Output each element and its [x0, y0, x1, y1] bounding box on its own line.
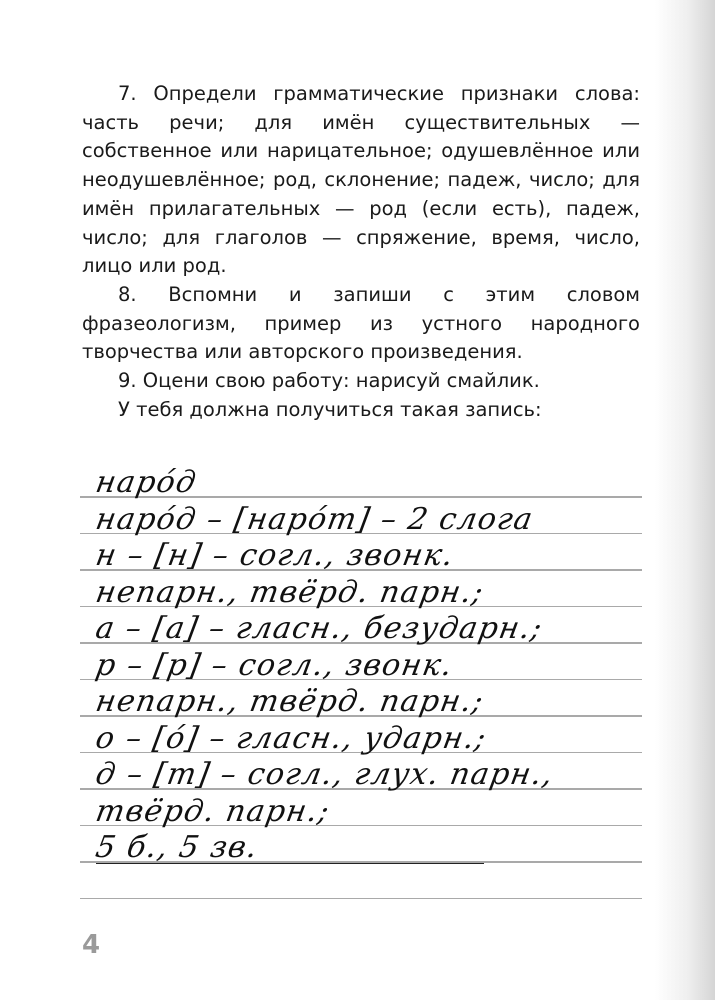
- handwritten-line: наро́д – [наро́т] – 2 слога: [93, 501, 537, 537]
- instruction-item-9: 9. Оцени свою работу: нарисуй смайлик.: [118, 369, 540, 393]
- ruled-line: [80, 898, 642, 900]
- instruction-item-7: 7. Определи грамматические признаки слова: часть речи; для имён существительных — собственное или нарицательное; одушевлённое или неодушевлённое; род, склонение; падеж, число; для имён прилагательных — род (если есть), падеж, число; для глаголов — спряжение, время, число, лицо или род.: [82, 82, 640, 278]
- handwritten-line: д – [т] – согл., глух. парн.,: [93, 757, 557, 792]
- result-intro: У тебя должна получиться такая запись:: [118, 397, 542, 421]
- handwritten-line: непарн., твёрд. парн.;: [93, 574, 487, 610]
- handwritten-line: твёрд. парн.;: [93, 793, 333, 829]
- handwritten-line: 5 б., 5 зв.: [93, 830, 262, 865]
- handwritten-line: непарн., твёрд. парн.;: [93, 684, 487, 719]
- page-number: 4: [82, 930, 101, 960]
- handwritten-line: наро́д: [93, 465, 200, 500]
- handwritten-line: н – [н] – согл., звонк.: [93, 538, 457, 573]
- handwritten-line: р – [р] – согл., звонк.: [93, 647, 456, 683]
- handwritten-line: о – [о́] – гласн., ударн.;: [93, 720, 490, 756]
- handwritten-sample: [80, 460, 642, 920]
- page-edge-shadow: [655, 0, 715, 1000]
- handwritten-line: а – [а] – гласн., безударн.;: [93, 611, 546, 646]
- instructions-block: [82, 80, 640, 424]
- instruction-item-8: 8. Вспомни и запиши с этим словом фразеологизм, пример из устного народного творчества или авторского произведения.: [82, 282, 640, 364]
